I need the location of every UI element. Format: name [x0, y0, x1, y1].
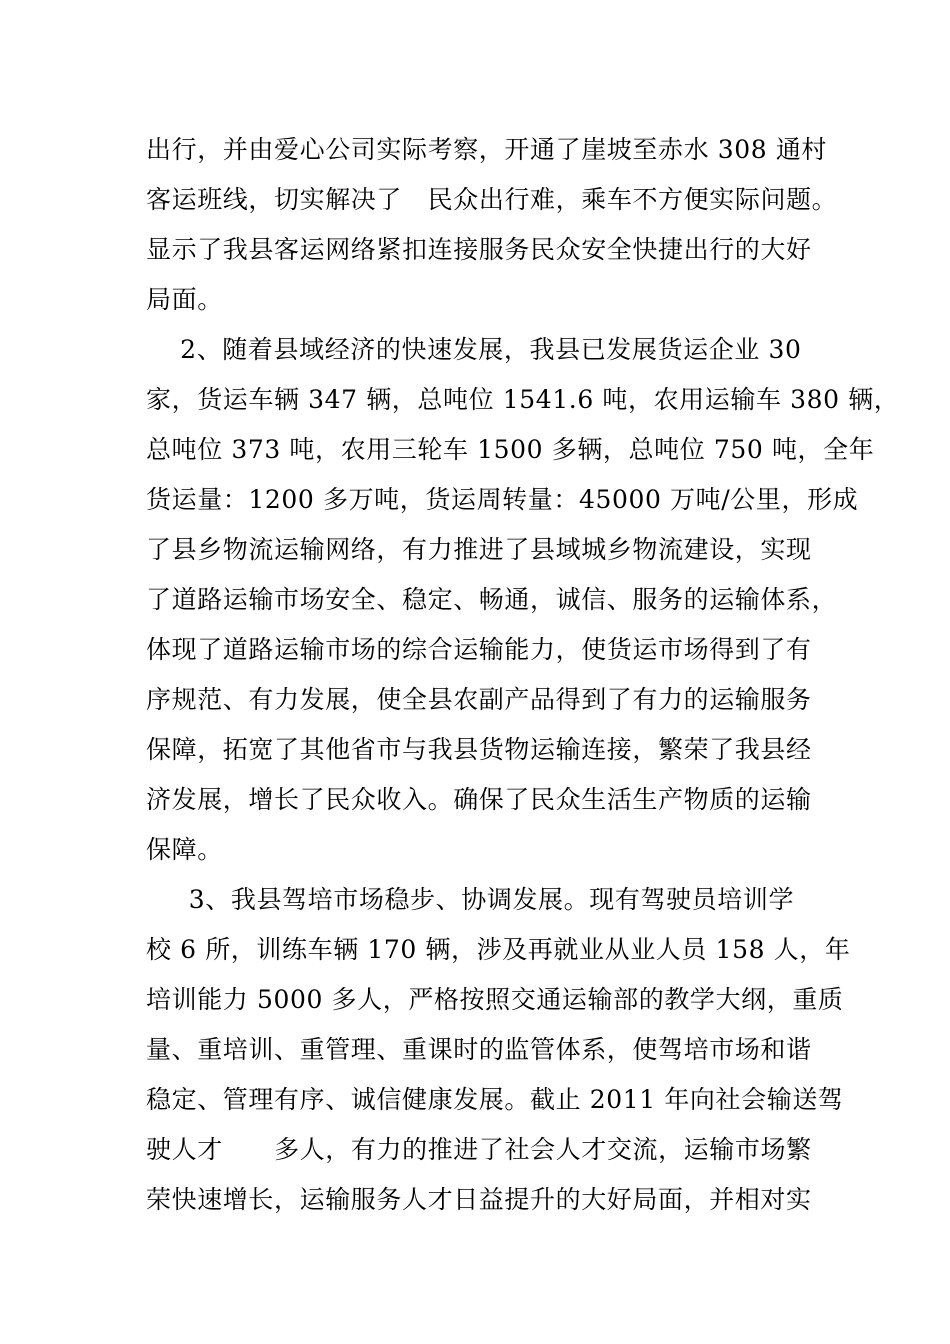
text-line: 驶人才 多人，有力的推进了社会人才交流，运输市场繁 — [146, 1135, 812, 1164]
text-line: 保障。 — [146, 835, 223, 864]
text-line: 客运班线，切实解决了 民众出行难，乘车不方便实际问题。 — [146, 185, 838, 214]
text-line: 序规范、有力发展，使全县农副产品得到了有力的运输服务 — [146, 685, 812, 714]
text-line: 了县乡物流运输网络，有力推进了县域城乡物流建设，实现 — [146, 535, 812, 564]
text-line: 培训能力 5000 多人，严格按照交通运输部的教学大纲，重质 — [146, 985, 844, 1014]
text-line: 出行，并由爱心公司实际考察，开通了崖坡至赤水 308 通村 — [146, 135, 828, 164]
text-line: 显示了我县客运网络紧扣连接服务民众安全快捷出行的大好 — [146, 235, 812, 264]
text-line: 济发展，增长了民众收入。确保了民众生活生产物质的运输 — [146, 785, 812, 814]
text-line: 局面。 — [146, 285, 223, 314]
text-line: 量、重培训、重管理、重课时的监管体系，使驾培市场和谐 — [146, 1035, 812, 1064]
text-line: 校 6 所，训练车辆 170 辆，涉及再就业从业人员 158 人，年 — [146, 935, 851, 964]
paragraph-start: 3、我县驾培市场稳步、协调发展。现有驾驶员培训学 — [146, 885, 795, 914]
text-line: 家，货运车辆 347 辆，总吨位 1541.6 吨，农用运输车 380 辆， — [146, 385, 900, 414]
text-line: 保障，拓宽了其他省市与我县货物运输连接，繁荣了我县经 — [146, 735, 812, 764]
text-line: 稳定、管理有序、诚信健康发展。截止 2011 年向社会输送驾 — [146, 1085, 844, 1114]
text-line: 荣快速增长，运输服务人才日益提升的大好局面，并相对实 — [146, 1185, 812, 1214]
text-line: 货运量：1200 多万吨，货运周转量：45000 万吨/公里，形成 — [146, 485, 859, 514]
text-line: 了道路运输市场安全、稳定、畅通，诚信、服务的运输体系， — [146, 585, 838, 614]
paragraph-start: 2、随着县域经济的快速发展，我县已发展货运企业 30 — [146, 335, 802, 364]
text-line: 总吨位 373 吨，农用三轮车 1500 多辆，总吨位 750 吨，全年 — [146, 435, 875, 464]
text-line: 体现了道路运输市场的综合运输能力，使货运市场得到了有 — [146, 635, 812, 664]
